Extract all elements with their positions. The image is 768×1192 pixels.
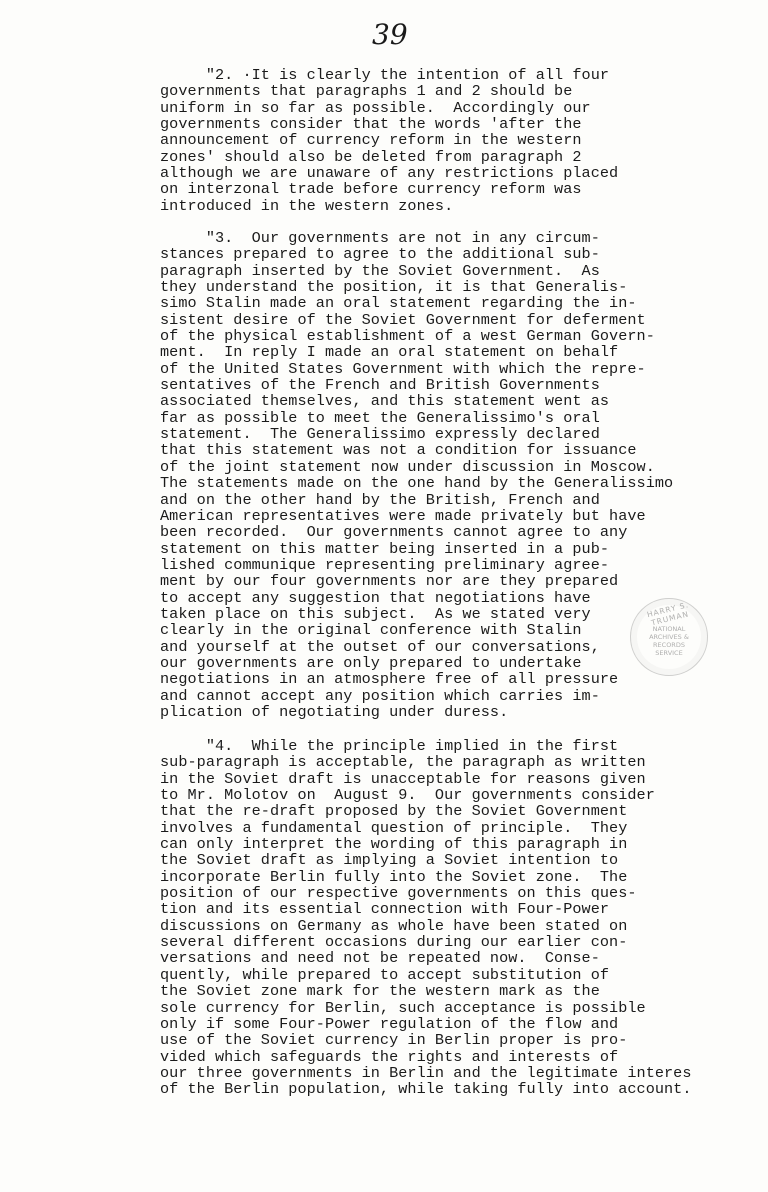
text-line: vided which safeguards the rights and interests of [160, 1047, 619, 1066]
text-line: position of our respective governments on this ques- [160, 884, 637, 903]
text-line: discussions on Germany as whole have been stated on [160, 916, 628, 935]
page-number: 39 [372, 18, 408, 51]
text-line: introduced in the western zones. [160, 196, 454, 215]
text-line: of the Berlin population, while taking fully into account. [160, 1080, 692, 1099]
text-line: sub-paragraph is acceptable, the paragraph as written [160, 753, 646, 772]
text-line: tion and its essential connection with Four-Power [160, 900, 610, 919]
text-line: statement. The Generalissimo expressly declared [160, 425, 600, 444]
text-line: to Mr. Molotov on August 9. Our governments consider [160, 786, 655, 805]
text-line: American representatives were made privately but have [160, 506, 646, 525]
text-line: uniform in so far as possible. Accordingly our [160, 98, 591, 117]
text-line: paragraph inserted by the Soviet Government. As [160, 261, 600, 280]
text-line: only if some Four-Power regulation of the flow and [160, 1014, 619, 1033]
text-line: lished communique representing preliminary agree- [160, 555, 610, 574]
text-line: governments consider that the words 'after the [160, 115, 582, 134]
stamp-top-text: HARRY S. TRUMAN [646, 600, 690, 628]
text-line: ment by our four governments nor are they prepared [160, 572, 619, 591]
text-line: "2. ·It is clearly the intention of all four [160, 66, 610, 84]
text-line: involves a fundamental question of principle. They [160, 818, 628, 837]
text-line: associated themselves, and this statement went as [160, 392, 610, 411]
text-line: and cannot accept any position which carries im- [160, 686, 600, 705]
text-line: The statements made on the one hand by the Generalissimo [160, 474, 674, 493]
text-line: sistent desire of the Soviet Government for deferment [160, 310, 646, 329]
text-line: use of the Soviet currency in Berlin proper is pro- [160, 1031, 628, 1050]
paragraph-2 [160, 67, 720, 214]
text-line: "4. While the principle implied in the first [160, 737, 619, 755]
text-line: incorporate Berlin fully into the Soviet zone. The [160, 867, 628, 886]
text-line: clearly in the original conference with Stalin [160, 621, 582, 640]
text-line: can only interpret the wording of this paragraph in [160, 835, 628, 854]
text-line: of the joint statement now under discussion in Moscow. [160, 457, 655, 476]
text-line: that the re-draft proposed by the Soviet Government [160, 802, 628, 821]
text-line: and yourself at the outset of our conversations, [160, 637, 600, 656]
text-line: on interzonal trade before currency reform was [160, 180, 582, 199]
text-line: of the physical establishment of a west German Govern- [160, 327, 655, 346]
text-line: "3. Our governments are not in any circum- [160, 229, 600, 247]
text-line: far as possible to meet the Generalissimo's oral [160, 408, 600, 427]
text-line: that this statement was not a condition for issuance [160, 441, 637, 460]
text-line: taken place on this subject. As we stated very [160, 604, 591, 623]
text-line: several different occasions during our earlier con- [160, 933, 628, 952]
text-line: versations and need not be repeated now. Conse- [160, 949, 600, 968]
text-line: although we are unaware of any restrictions placed [160, 164, 619, 183]
text-line: our three governments in Berlin and the legitimate interes [160, 1063, 692, 1082]
text-line: of the United States Government with which the repre- [160, 359, 646, 378]
text-line: statement on this matter being inserted in a pub- [160, 539, 610, 558]
text-line: quently, while prepared to accept substitution of [160, 965, 610, 984]
stamp-mid-text: NATIONAL ARCHIVES & RECORDS SERVICE [649, 625, 689, 657]
text-line: and on the other hand by the British, French and [160, 490, 600, 509]
text-line: been recorded. Our governments cannot agree to any [160, 523, 628, 542]
archive-stamp [630, 598, 708, 676]
text-line: plication of negotiating under duress. [160, 702, 509, 721]
text-line: simo Stalin made an oral statement regarding the in- [160, 294, 637, 313]
text-line: the Soviet zone mark for the western mark as the [160, 982, 600, 1001]
text-line: our governments are only prepared to undertake [160, 653, 582, 672]
text-line: they understand the position, it is that Generalis- [160, 278, 628, 297]
text-line: sentatives of the French and British Governments [160, 376, 600, 395]
text-line: in the Soviet draft is unacceptable for reasons given [160, 769, 646, 788]
paragraph-4 [160, 738, 720, 1098]
text-line: announcement of currency reform in the western [160, 131, 582, 150]
text-line: the Soviet draft as implying a Soviet intention to [160, 851, 619, 870]
text-line: zones' should also be deleted from paragraph 2 [160, 147, 582, 166]
text-line: stances prepared to agree to the additional sub- [160, 245, 600, 264]
text-line: negotiations in an atmosphere free of all pressure [160, 670, 619, 689]
text-line: ment. In reply I made an oral statement on behalf [160, 343, 619, 362]
text-line: sole currency for Berlin, such acceptance is possible [160, 998, 646, 1017]
text-line: to accept any suggestion that negotiations have [160, 588, 591, 607]
text-line: governments that paragraphs 1 and 2 should be [160, 82, 573, 101]
